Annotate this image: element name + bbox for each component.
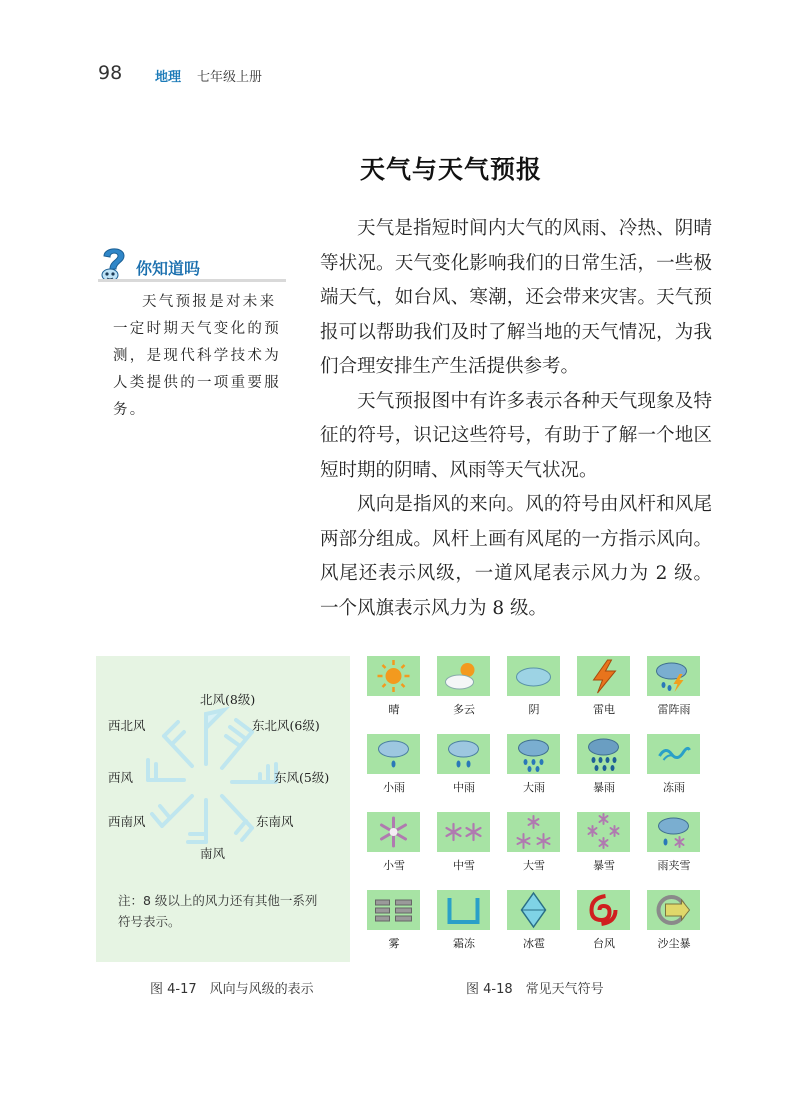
wind-label-south: 南风 [200,846,226,861]
weather-symbol-label: 多云 [453,703,475,716]
wind-label-southwest: 西南风 [108,814,146,829]
weather-tile [437,734,490,774]
weather-symbol-label: 暴雪 [593,859,615,872]
thunder-shower-icon [647,681,700,700]
body-paragraph: 天气是指短时间内大气的风雨、冷热、阴晴等状况。天气变化影响我们的日常生活，一些极端天气，如台风、寒潮，还会带来灾害。天气预报可以帮助我们及时了解当地的天气情况，为我们合理安排生产生活提供参考。 [320,218,712,377]
weather-symbol-label: 雨夹雪 [657,859,691,872]
subject-label: 地理 [155,70,182,85]
wind-label-west: 西风 [108,770,134,785]
weather-symbol-label: 冻雨 [663,781,685,794]
question-mascot-icon [97,244,131,284]
rainstorm-icon [577,759,630,778]
weather-symbol-label: 冰雹 [523,937,545,950]
figure-caption-wind: 图 4-17 风向与风级的表示 [150,982,314,997]
moderate-rain-icon [437,759,490,778]
sun-icon [367,681,420,700]
heavy-snow-icon [507,837,560,856]
weather-tile [647,812,700,852]
wind-barb-southeast [222,796,252,840]
light-snow-icon [367,837,420,856]
wind-barb-east [232,764,276,782]
wind-label-southeast: 东南风 [256,814,294,829]
wind-label-northeast: 东北风(6级) [252,718,320,733]
wind-label-northwest: 西北风 [108,718,146,733]
page-number: 98 [98,62,123,84]
weather-symbol-label: 沙尘暴 [657,937,691,950]
weather-tile [507,812,560,852]
sidebar-divider [98,279,286,282]
weather-symbols-figure [365,656,705,962]
wind-label-east: 东风(5级) [274,770,330,785]
light-rain-icon [367,759,420,778]
wind-barb-north [206,710,224,764]
weather-tile [577,656,630,696]
freezing-rain-icon [647,759,700,778]
frost-icon [437,915,490,934]
weather-symbol-label: 大雨 [523,781,545,794]
weather-tile [437,812,490,852]
cloud-icon [507,681,560,700]
sleet-icon [647,837,700,856]
wind-barb-west [148,760,184,780]
weather-symbol-label: 小雨 [383,781,405,794]
weather-tile [367,812,420,852]
body-text [320,212,712,626]
weather-tile [647,656,700,696]
lightning-icon [577,681,630,700]
weather-tile [577,734,630,774]
weather-symbol-label: 中雪 [453,859,475,872]
heavy-rain-icon [507,759,560,778]
sidebar-text [113,289,281,424]
hail-icon [507,915,560,934]
sidebar-paragraph: 天气预报是对未来一定时期天气变化的预测，是现代科学技术为人类提供的一项重要服务。 [113,294,281,418]
weather-tile [507,890,560,930]
weather-tile [577,890,630,930]
partly-cloudy-icon [437,681,490,700]
wind-label-north: 北风(8级) [200,692,256,707]
weather-tile [647,890,700,930]
weather-symbol-label: 雾 [388,937,400,950]
weather-symbol-label: 小雪 [383,859,405,872]
weather-symbol-label: 阴 [528,703,540,716]
sidebar-title: 你知道吗 [136,259,201,278]
wind-figure-note: 注：8 级以上的风力还有其他一系列符号表示。 [118,893,318,929]
weather-tile [647,734,700,774]
fog-icon [367,915,420,934]
moderate-snow-icon [437,837,490,856]
weather-symbol-label: 中雨 [453,781,475,794]
weather-symbol-label: 台风 [593,937,615,950]
weather-tile [367,890,420,930]
weather-tile [367,734,420,774]
weather-tile [437,656,490,696]
weather-tile [507,656,560,696]
section-title: 天气与天气预报 [360,155,543,184]
weather-symbol-label: 霜冻 [453,937,475,950]
weather-symbol-label: 大雪 [523,859,545,872]
weather-symbol-label: 晴 [388,703,400,716]
weather-tile [577,812,630,852]
weather-tile [437,890,490,930]
body-paragraph: 天气预报图中有许多表示各种天气现象及特征的符号，识记这些符号，有助于了解一个地区短时期的阴晴、风雨等天气状况。 [320,390,712,481]
typhoon-icon [577,915,630,934]
wind-barb-southwest [152,796,192,826]
body-paragraph: 风向是指风的来向。风的符号由风杆和风尾两部分组成。风杆上画有风尾的一方指示风向。风尾还表示风级，一道风尾表示风力为 2 级。一个风旗表示风力为 8 级。 [320,494,712,619]
weather-tile [367,656,420,696]
weather-symbol-label: 雷电 [593,703,615,716]
wind-barb-south [188,800,206,842]
figure-caption-weather: 图 4-18 常见天气符号 [466,982,604,997]
blizzard-icon [577,837,630,856]
wind-barb-northeast [222,720,252,768]
wind-figure [96,656,350,962]
weather-symbol-label: 雷阵雨 [657,703,691,716]
wind-barb-northwest [164,722,192,766]
sandstorm-icon [647,915,700,934]
weather-tile [507,734,560,774]
book-label: 七年级上册 [197,70,263,85]
weather-symbol-label: 暴雨 [593,781,615,794]
